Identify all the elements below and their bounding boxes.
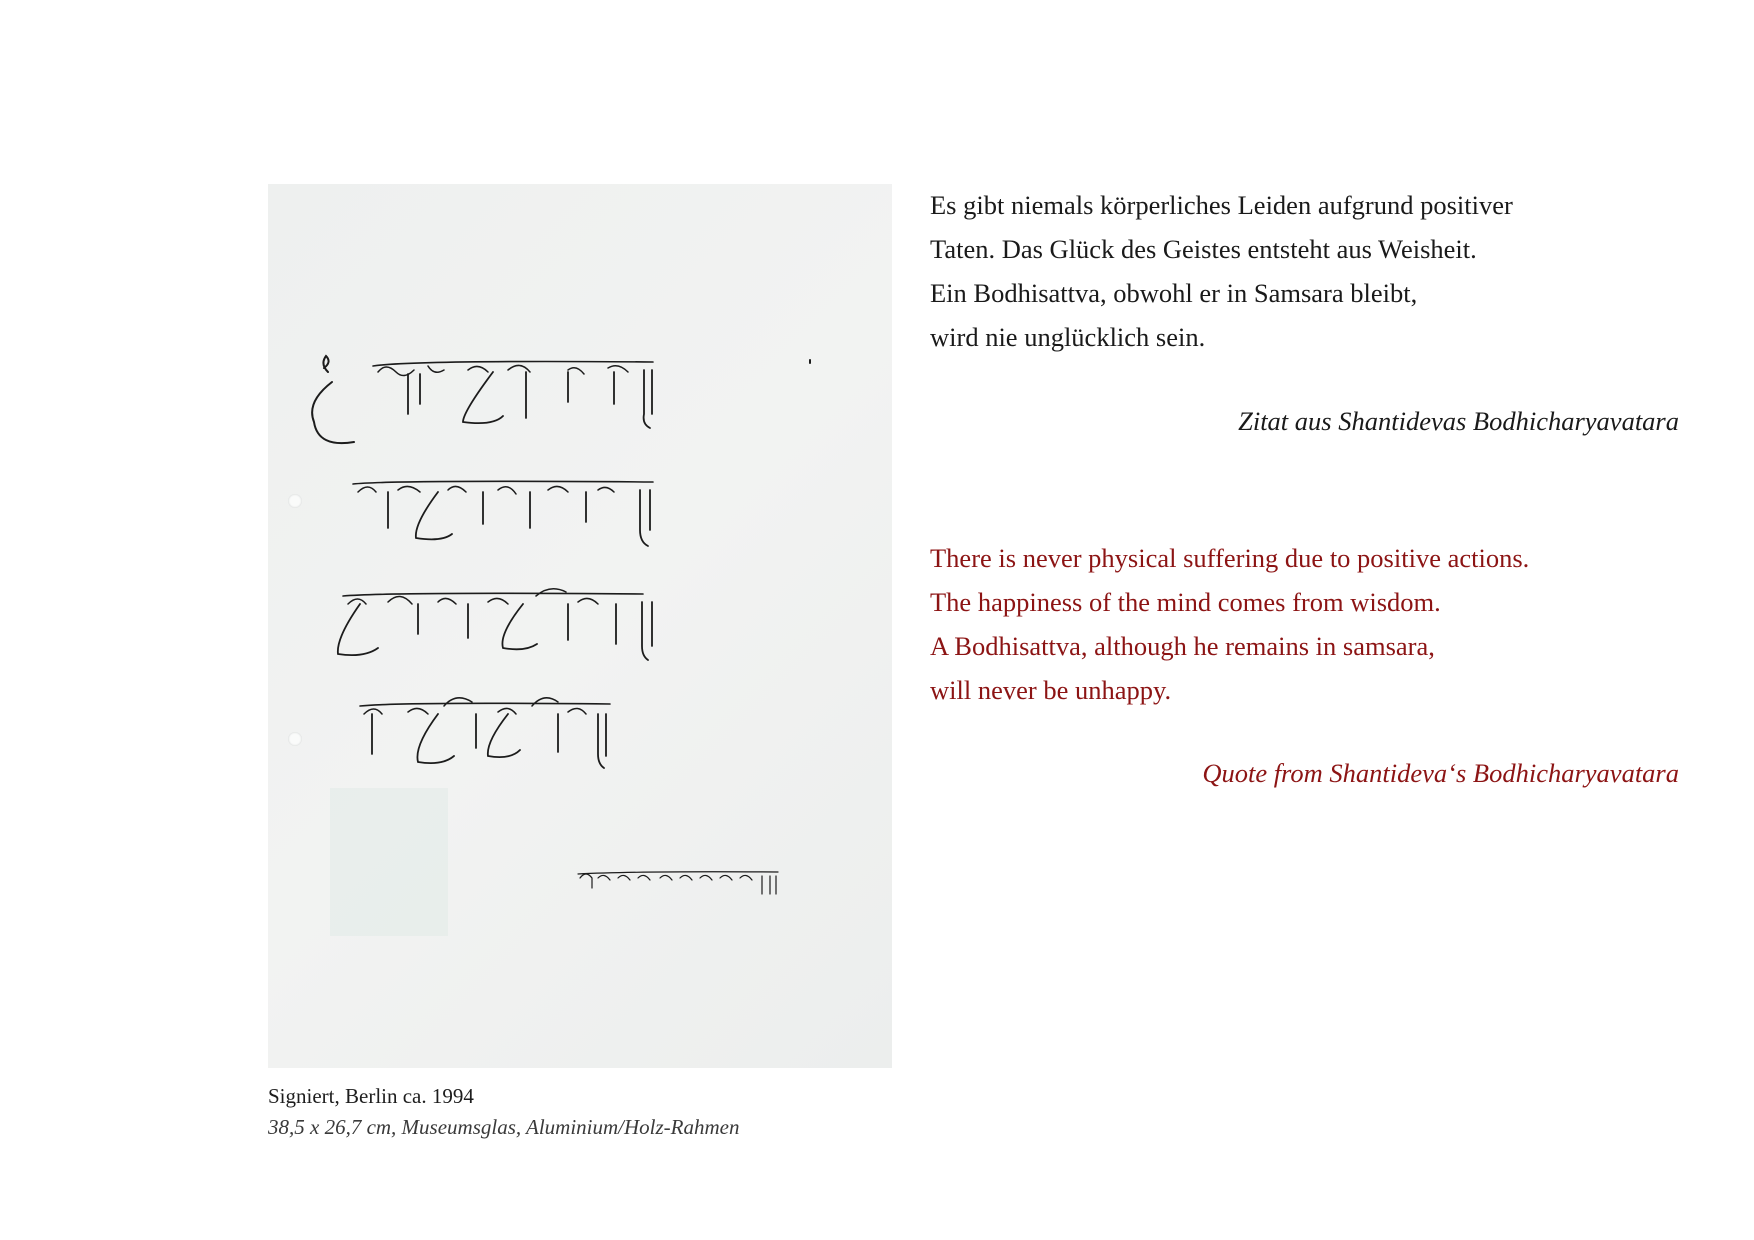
tibetan-calligraphy-artwork (268, 184, 892, 1068)
english-quote-line: will never be unhappy. (930, 675, 1172, 705)
german-quote-line: Taten. Das Glück des Geistes entsteht aus Weisheit. (930, 234, 1477, 264)
english-quote-line: A Bodhisattva, although he remains in samsara, (930, 631, 1435, 661)
english-quote-line: The happiness of the mind comes from wisdom. (930, 587, 1441, 617)
calligraphy-strokes (268, 184, 892, 1068)
english-attribution: Quote from Shantideva‘s Bodhicharyavatara (1202, 758, 1679, 788)
artwork-caption (268, 1081, 908, 1143)
german-quote (930, 183, 1682, 359)
caption-details: 38,5 x 26,7 cm, Museumsglas, Aluminium/Holz-Rahmen (268, 1115, 740, 1139)
english-quote-line: There is never physical suffering due to positive actions. (930, 543, 1530, 573)
german-quote-line: Ein Bodhisattva, obwohl er in Samsara bleibt, (930, 278, 1418, 308)
german-quote-line: Es gibt niemals körperliches Leiden aufgrund positiver (930, 190, 1513, 220)
german-quote-line: wird nie unglücklich sein. (930, 322, 1206, 352)
english-quote (930, 536, 1682, 712)
caption-title: Signiert, Berlin ca. 1994 (268, 1084, 474, 1108)
german-attribution: Zitat aus Shantidevas Bodhicharyavatara (1238, 406, 1679, 436)
